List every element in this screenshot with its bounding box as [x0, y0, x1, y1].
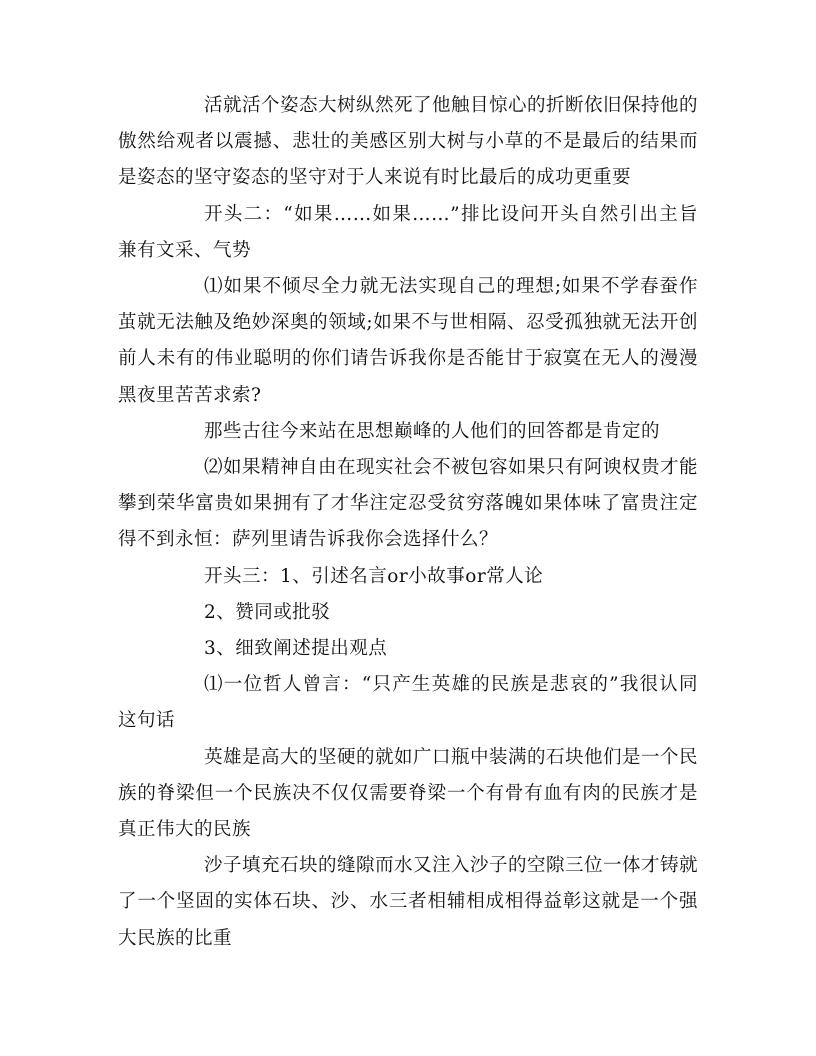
paragraph-sand-water: 沙子填充石块的缝隙而水又注入沙子的空隙三位一体才铸就了一个坚固的实体石块、沙、水三者相辅相成相得益彰这就是一个强大民族的比重 — [118, 855, 699, 949]
paragraph-philosopher-quote: ⑴一位哲人曾言：“只产生英雄的民族是悲哀的”我很认同这句话 — [118, 674, 698, 732]
paragraph-step-three: 3、细致阐述提出观点 — [204, 638, 388, 660]
paragraph-step-two: 2、赞同或批驳 — [204, 601, 331, 623]
paragraph-tree-posture: 活就活个姿态大树纵然死了他触目惊心的折断依旧保持他的傲然给观者以震撼、悲壮的美感区别大树与小草的不是最后的结果而是姿态的坚守姿态的坚守对于人来说有时比最后的成功更重要 — [118, 95, 699, 189]
paragraph-opening-three-heading: 开头三：1、引述名言or小故事or常人论 — [204, 565, 544, 587]
paragraph-thinkers-answer: 那些古往今来站在思想巅峰的人他们的回答都是肯定的 — [204, 420, 661, 442]
document-body — [118, 88, 698, 957]
paragraph-opening-two-heading: 开头二：“如果……如果……”排比设问开头自然引出主旨兼有文采、气势 — [118, 203, 698, 261]
paragraph-example-two: ⑵如果精神自由在现实社会不被包容如果只有阿谀权贵才能攀到荣华富贵如果拥有了才华注定忍受贫穷落魄如果体味了富贵注定得不到永恒：萨列里请告诉我你会选择什么？ — [118, 457, 699, 551]
paragraph-example-one: ⑴如果不倾尽全力就无法实现自己的理想;如果不学春蚕作茧就无法触及绝妙深奥的领域;如果不与世相隔、忍受孤独就无法开创前人未有的伟业聪明的你们请告诉我你是否能甘于寂寞在无人的漫漫黑夜里苦苦求索? — [118, 276, 698, 406]
paragraph-heroes: 英雄是高大的坚硬的就如广口瓶中装满的石块他们是一个民族的脊梁但一个民族决不仅仅需要脊梁一个有骨有血有肉的民族才是真正伟大的民族 — [118, 746, 699, 841]
